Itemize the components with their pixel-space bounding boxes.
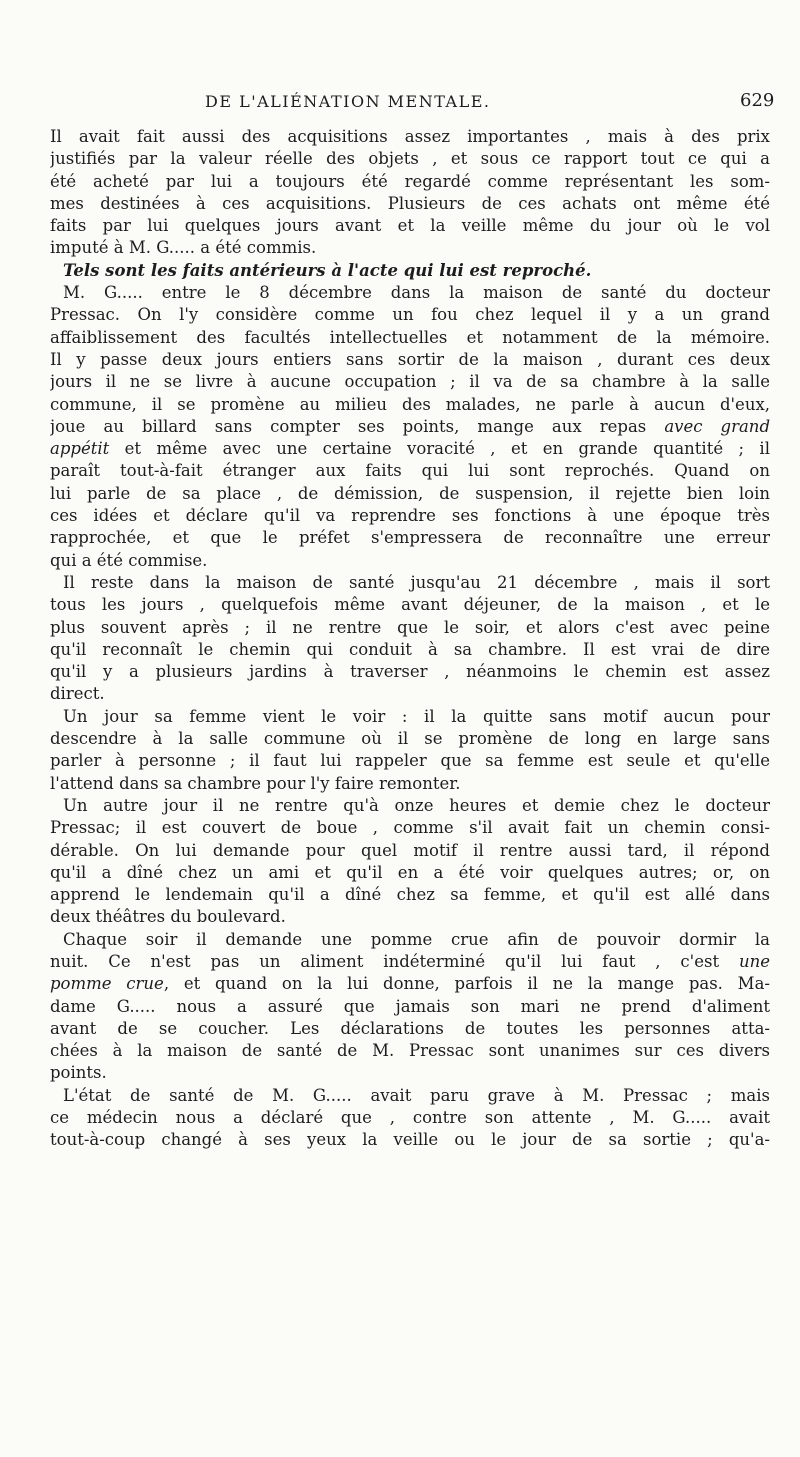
text-line: lui parle de sa place , de démission, de suspension, il rejette bien loin xyxy=(50,483,770,503)
text-line: justifiés par la valeur réelle des objets , et sous ce rapport tout ce qui a xyxy=(50,149,770,169)
text-line: tout-à-coup changé à ses yeux la veille ou le jour de sa sortie ; qu'a- xyxy=(50,1130,770,1150)
text-line: parler à personne ; il faut lui rappeler que sa femme est seule et qu'elle xyxy=(50,751,770,771)
text-line: Il avait fait aussi des acquisitions assez importantes , mais à des prix xyxy=(50,127,770,146)
text-line: points. xyxy=(50,1063,107,1083)
text-line xyxy=(50,951,770,973)
italic-span: une xyxy=(738,951,770,971)
text-line: l'attend dans sa chambre pour l'y faire remonter. xyxy=(50,773,461,793)
text-line xyxy=(50,438,770,460)
text-line: Pressac. On l'y considère comme un fou chez lequel il y a un grand xyxy=(50,305,770,325)
page-number: 629 xyxy=(740,90,775,111)
text-line xyxy=(50,416,770,438)
text-line: M. G..... entre le 8 décembre dans la maison de santé du docteur xyxy=(63,283,770,303)
section-lead-text: Tels sont les faits antérieurs à l'acte qui lui est reproché. xyxy=(63,260,592,280)
text-line: direct. xyxy=(50,684,105,704)
text-span: joue au billard sans compter ses points, mange aux repas xyxy=(50,416,647,436)
text-line: avant de se coucher. Les déclarations de toutes les personnes atta- xyxy=(50,1018,770,1038)
text-line: chées à la maison de santé de M. Pressac sont unanimes sur ces divers xyxy=(50,1041,770,1061)
running-title: DE L'ALIÉNATION MENTALE. xyxy=(205,92,491,111)
text-line: dame G..... nous a assuré que jamais son mari ne prend d'aliment xyxy=(50,996,770,1016)
text-line: ce médecin nous a déclaré que , contre son attente , M. G..... avait xyxy=(50,1108,770,1128)
body-text xyxy=(50,126,770,1152)
text-line: deux théâtres du boulevard. xyxy=(50,907,286,927)
text-line: mes destinées à ces acquisitions. Plusieurs de ces achats ont même été xyxy=(50,193,770,213)
text-line: imputé à M. G..... a été commis. xyxy=(50,238,317,258)
text-line: ces idées et déclare qu'il va reprendre ses fonctions à une époque très xyxy=(50,506,770,526)
text-line xyxy=(50,973,770,995)
text-line: jours il ne se livre à aucune occupation ; il va de sa chambre à la salle xyxy=(50,372,770,392)
text-line: Chaque soir il demande une pomme crue afin de pouvoir dormir la xyxy=(63,929,770,949)
text-line: apprend le lendemain qu'il a dîné chez sa femme, et qu'il est allé dans xyxy=(50,885,770,905)
section-lead xyxy=(50,260,770,282)
text-line: plus souvent après ; il ne rentre que le soir, et alors c'est avec peine xyxy=(50,617,770,637)
text-line: dérable. On lui demande pour quel motif il rentre aussi tard, il répond xyxy=(50,840,770,860)
text-line: faits par lui quelques jours avant et la veille même du jour où le vol xyxy=(50,216,770,236)
text-line: Il reste dans la maison de santé jusqu'au 21 décembre , mais il sort xyxy=(63,572,770,592)
text-line: affaiblissement des facultés intellectuelles et notamment de la mémoire. xyxy=(50,327,770,347)
text-line: qui a été commise. xyxy=(50,550,208,570)
text-span: , et quand on la lui donne, parfois il ne la mange pas. Ma- xyxy=(163,974,770,994)
text-line: qu'il a dîné chez un ami et qu'il en a été voir quelques autres; or, on xyxy=(50,862,770,882)
italic-span: appétit xyxy=(50,439,110,459)
text-line: paraît tout-à-fait étranger aux faits qui lui sont reprochés. Quand on xyxy=(50,461,770,481)
text-line: Pressac; il est couvert de boue , comme s'il avait fait un chemin consi- xyxy=(50,818,770,838)
text-line: L'état de santé de M. G..... avait paru grave à M. Pressac ; mais xyxy=(63,1085,770,1105)
text-line: commune, il se promène au milieu des malades, ne parle à aucun d'eux, xyxy=(50,394,770,414)
text-line: rapprochée, et que le préfet s'empressera de reconnaître une erreur xyxy=(50,528,770,548)
text-line: été acheté par lui a toujours été regardé comme représentant les som- xyxy=(50,171,770,191)
text-span: nuit. Ce n'est pas un aliment indéterminé qu'il lui faut , c'est xyxy=(50,951,720,971)
text-line: qu'il y a plusieurs jardins à traverser , néanmoins le chemin est assez xyxy=(50,662,770,682)
italic-span: pomme crue xyxy=(50,974,164,994)
text-line: qu'il reconnaît le chemin qui conduit à sa chambre. Il est vrai de dire xyxy=(50,639,770,659)
text-line: descendre à la salle commune où il se promène de long en large sans xyxy=(50,729,770,749)
text-span: et même avec une certaine voracité , et en grande quantité ; il xyxy=(109,439,770,459)
text-line: tous les jours , quelquefois même avant déjeuner, de la maison , et le xyxy=(50,595,770,615)
italic-span: avec grand xyxy=(664,416,770,436)
text-line: Un jour sa femme vient le voir : il la quitte sans motif aucun pour xyxy=(63,706,770,726)
text-line: Il y passe deux jours entiers sans sortir de la maison , durant ces deux xyxy=(50,349,770,369)
text-line: Un autre jour il ne rentre qu'à onze heures et demie chez le docteur xyxy=(63,795,770,815)
